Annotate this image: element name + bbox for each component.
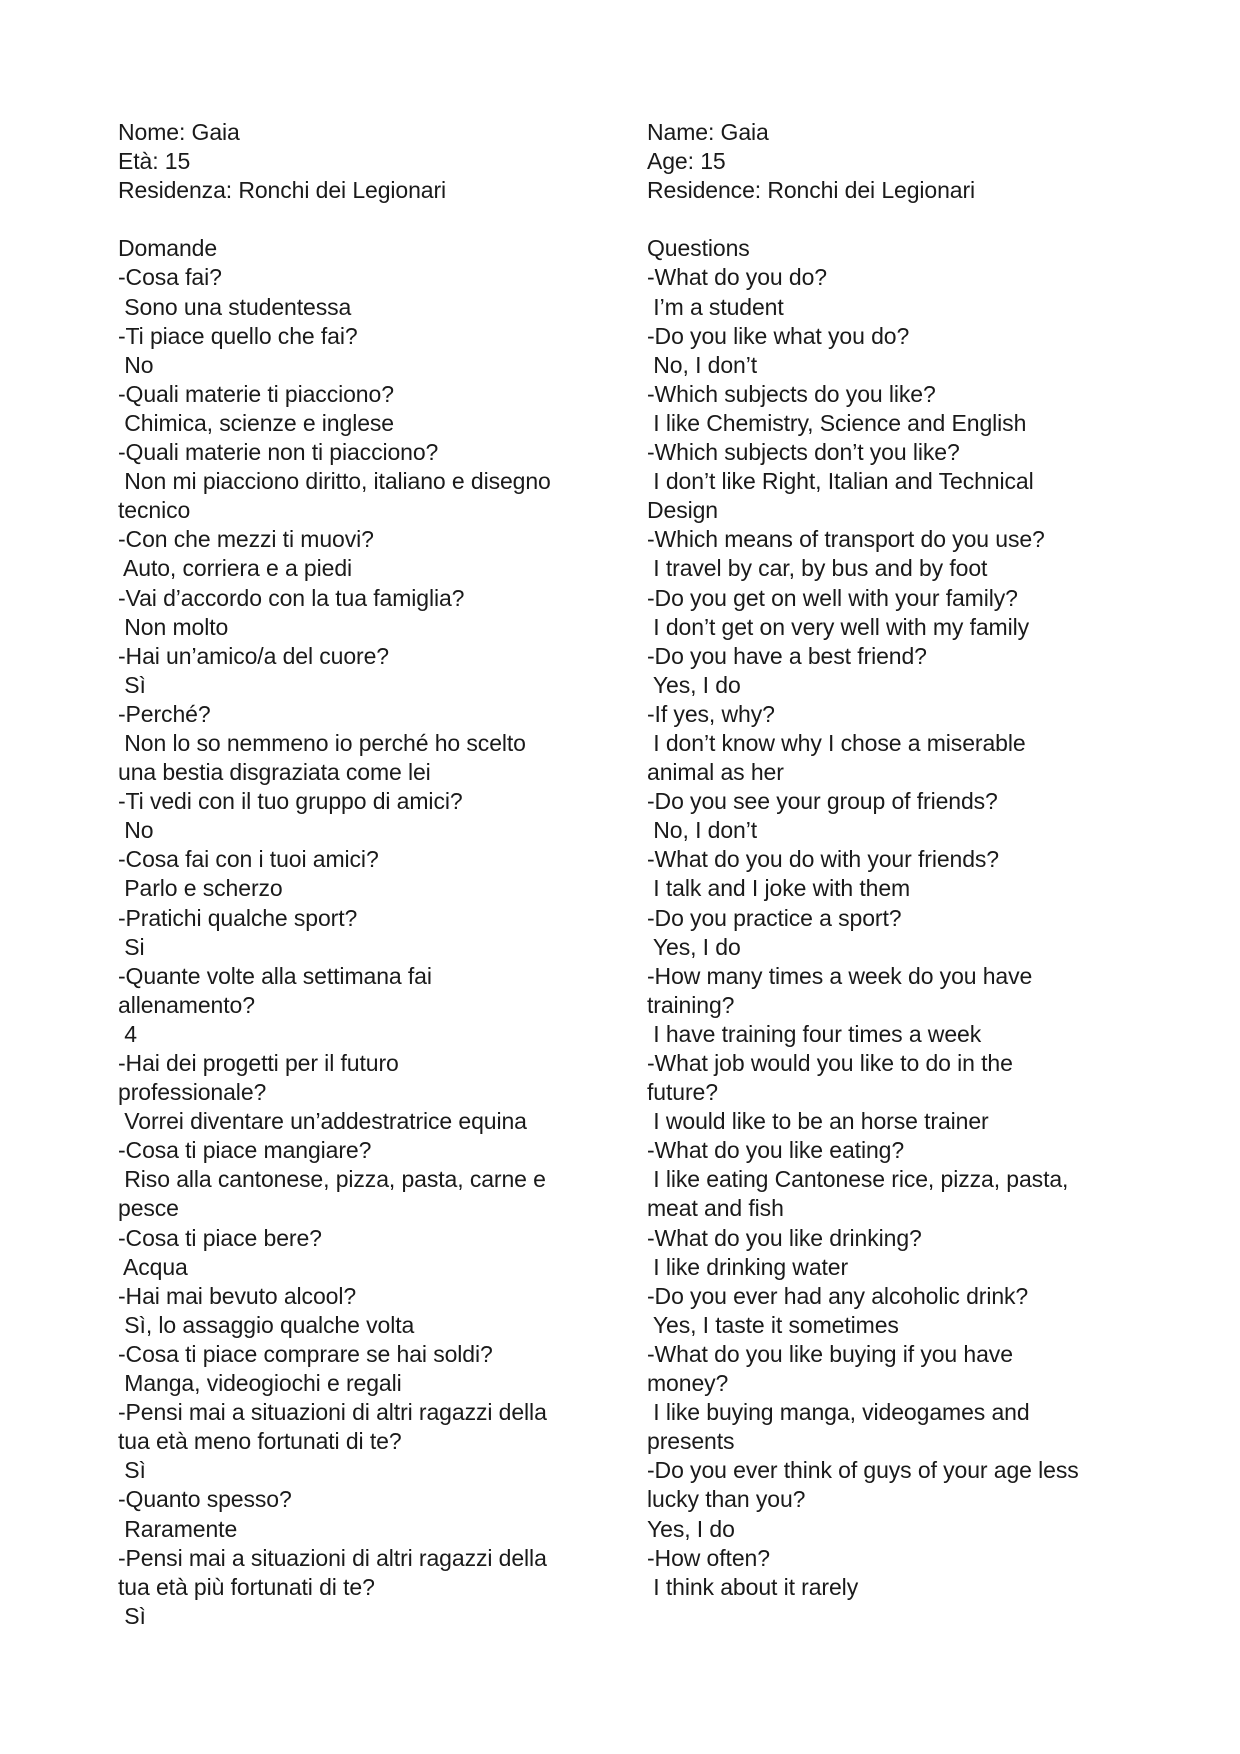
- italian-line: -Ti vedi con il tuo gruppo di amici?: [118, 788, 463, 815]
- english-line: -What do you do with your friends?: [647, 846, 999, 873]
- italian-line: una bestia disgraziata come lei: [118, 759, 431, 786]
- english-line: training?: [647, 991, 735, 1018]
- english-line: Residence: Ronchi dei Legionari: [647, 177, 976, 204]
- english-line: I’m a student: [647, 293, 784, 320]
- english-line: future?: [647, 1079, 718, 1106]
- italian-line: -Quali materie non ti piacciono?: [118, 439, 439, 466]
- english-line: I don’t get on very well with my family: [647, 613, 1030, 640]
- italian-line: Sono una studentessa: [118, 293, 352, 320]
- italian-line: professionale?: [118, 1079, 267, 1106]
- italian-line: Domande: [118, 235, 218, 262]
- english-line: I would like to be an horse trainer: [647, 1108, 989, 1135]
- italian-line: Residenza: Ronchi dei Legionari: [118, 177, 447, 204]
- italian-line: -Con che mezzi ti muovi?: [118, 526, 374, 553]
- english-line: -What do you like drinking?: [647, 1224, 922, 1251]
- english-line: Yes, I do: [647, 933, 741, 960]
- italian-line: Non mi piacciono diritto, italiano e disegno: [118, 468, 551, 495]
- italian-line: -Cosa ti piace mangiare?: [118, 1137, 372, 1164]
- english-line: -Which means of transport do you use?: [647, 526, 1045, 553]
- italian-line: Parlo e scherzo: [118, 875, 283, 902]
- italian-line: allenamento?: [118, 991, 255, 1018]
- italian-line: -Vai d’accordo con la tua famiglia?: [118, 584, 465, 611]
- english-line: -Do you ever had any alcoholic drink?: [647, 1282, 1029, 1309]
- english-line: I don’t like Right, Italian and Technical: [647, 468, 1034, 495]
- english-line: -What job would you like to do in the: [647, 1050, 1013, 1076]
- english-line: -How often?: [647, 1544, 770, 1571]
- italian-line: Acqua: [118, 1253, 188, 1280]
- english-line: I like drinking water: [647, 1253, 849, 1280]
- italian-line: [118, 205, 618, 234]
- italian-line: -Ti piace quello che fai?: [118, 322, 358, 349]
- english-line: meat and fish: [647, 1195, 784, 1222]
- english-line: I think about it rarely: [647, 1573, 859, 1600]
- italian-line: Chimica, scienze e inglese: [118, 409, 394, 436]
- english-line: Yes, I do: [647, 671, 741, 698]
- italian-line: Vorrei diventare un’addestratrice equina: [118, 1108, 527, 1135]
- english-column: [647, 118, 1147, 1602]
- italian-line: -Pensi mai a situazioni di altri ragazzi della: [118, 1399, 547, 1426]
- italian-line: Auto, corriera e a piedi: [118, 555, 353, 582]
- english-line: -Which subjects do you like?: [647, 380, 936, 407]
- italian-column: [118, 118, 618, 1631]
- english-line: I like Chemistry, Science and English: [647, 409, 1027, 436]
- italian-line: Si: [118, 933, 145, 960]
- italian-line: tua età più fortunati di te?: [118, 1573, 375, 1600]
- english-line: presents: [647, 1428, 735, 1455]
- italian-line: -Hai un’amico/a del cuore?: [118, 642, 389, 669]
- italian-line: -Quali materie ti piacciono?: [118, 380, 394, 407]
- english-line: Age: 15: [647, 148, 726, 175]
- italian-line: Sì: [118, 1457, 146, 1484]
- english-line: lucky than you?: [647, 1486, 806, 1513]
- italian-line: Sì: [118, 671, 146, 698]
- italian-line: -Hai mai bevuto alcool?: [118, 1282, 357, 1309]
- english-line: -How many times a week do you have: [647, 962, 1033, 989]
- english-line: Yes, I taste it sometimes: [647, 1311, 899, 1338]
- italian-line: Riso alla cantonese, pizza, pasta, carne e: [118, 1166, 546, 1193]
- english-line: -Do you see your group of friends?: [647, 788, 998, 815]
- english-line: I talk and I joke with them: [647, 875, 911, 902]
- english-line: -Do you get on well with your family?: [647, 584, 1018, 611]
- italian-line: -Cosa fai?: [118, 264, 222, 291]
- english-line: -If yes, why?: [647, 700, 775, 727]
- italian-line: Manga, videogiochi e regali: [118, 1370, 402, 1397]
- english-line: Questions: [647, 235, 750, 262]
- english-line: animal as her: [647, 759, 784, 786]
- italian-line: -Cosa ti piace bere?: [118, 1224, 322, 1251]
- italian-line: Sì: [118, 1602, 146, 1629]
- italian-line: pesce: [118, 1195, 179, 1222]
- english-line: Design: [647, 497, 718, 524]
- italian-line: tecnico: [118, 497, 191, 524]
- italian-line: -Quante volte alla settimana fai: [118, 962, 432, 989]
- english-line: -What do you like buying if you have: [647, 1340, 1013, 1367]
- english-line: -Do you have a best friend?: [647, 642, 927, 669]
- italian-line: -Cosa ti piace comprare se hai soldi?: [118, 1340, 493, 1367]
- italian-line: Età: 15: [118, 148, 191, 175]
- english-line: No, I don’t: [647, 817, 758, 844]
- english-line: I travel by car, by bus and by foot: [647, 555, 988, 582]
- english-line: Yes, I do: [647, 1515, 735, 1542]
- english-line: [647, 205, 1147, 234]
- english-line: No, I don’t: [647, 351, 758, 378]
- italian-line: tua età meno fortunati di te?: [118, 1428, 402, 1455]
- english-line: I have training four times a week: [647, 1020, 982, 1047]
- english-line: I like buying manga, videogames and: [647, 1399, 1030, 1426]
- english-line: -Which subjects don’t you like?: [647, 439, 960, 466]
- italian-line: -Perché?: [118, 700, 211, 727]
- english-line: -Do you like what you do?: [647, 322, 910, 349]
- english-line: I like eating Cantonese rice, pizza, pasta,: [647, 1166, 1069, 1193]
- english-line: -What do you like eating?: [647, 1137, 905, 1164]
- italian-line: 4: [118, 1020, 137, 1047]
- italian-line: Raramente: [118, 1515, 238, 1542]
- english-line: money?: [647, 1370, 729, 1397]
- italian-line: -Pratichi qualche sport?: [118, 904, 358, 931]
- italian-line: -Pensi mai a situazioni di altri ragazzi della: [118, 1544, 547, 1571]
- italian-line: -Hai dei progetti per il futuro: [118, 1050, 399, 1076]
- italian-line: -Cosa fai con i tuoi amici?: [118, 846, 379, 873]
- english-line: I don’t know why I chose a miserable: [647, 729, 1026, 756]
- english-line: Name: Gaia: [647, 119, 769, 145]
- italian-line: Sì, lo assaggio qualche volta: [118, 1311, 415, 1338]
- english-line: -Do you ever think of guys of your age less: [647, 1457, 1079, 1484]
- italian-line: Non molto: [118, 613, 229, 640]
- italian-line: No: [118, 351, 154, 378]
- english-line: -Do you practice a sport?: [647, 904, 902, 931]
- italian-line: Non lo so nemmeno io perché ho scelto: [118, 729, 526, 756]
- italian-line: -Quanto spesso?: [118, 1486, 292, 1513]
- italian-line: No: [118, 817, 154, 844]
- english-line: -What do you do?: [647, 264, 827, 291]
- italian-line: Nome: Gaia: [118, 119, 240, 145]
